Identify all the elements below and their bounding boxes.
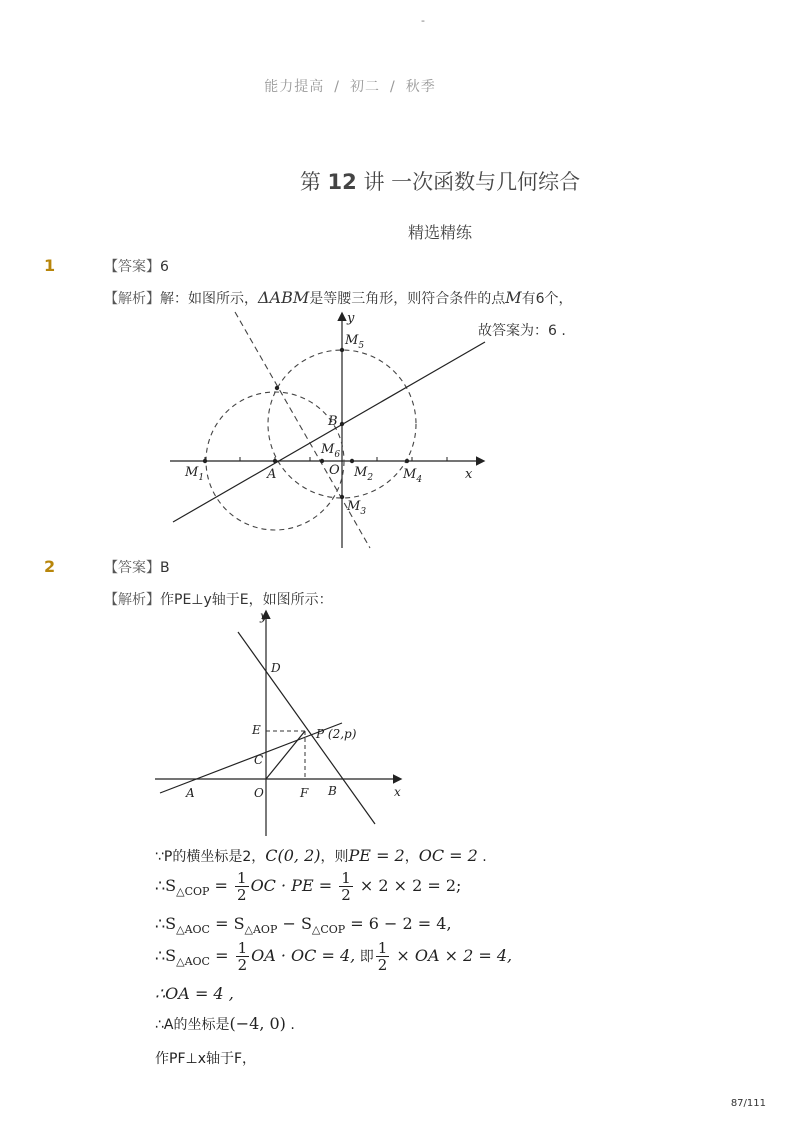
label-d: D <box>271 661 281 675</box>
q1-figure <box>165 308 495 553</box>
segment-op <box>266 731 305 779</box>
step-text: ， <box>404 849 419 865</box>
fraction <box>235 870 249 903</box>
step-text: 作PF⊥x轴于F， <box>155 1051 257 1067</box>
step-subscript: △AOC <box>176 923 210 937</box>
step-text: ∵P的横坐标是2， <box>155 849 266 865</box>
label-x: x <box>394 785 401 799</box>
label-o: O <box>254 786 264 800</box>
step-math: = 6 − 2 = 4, <box>345 914 452 933</box>
step-3 <box>155 914 452 936</box>
analysis-math: ΔABM <box>258 288 310 307</box>
fraction <box>376 940 390 973</box>
line-ab <box>173 342 485 522</box>
q2-figure <box>150 606 410 838</box>
step-subscript: △COP <box>311 923 346 937</box>
label-m2: $M_2$ <box>354 465 374 483</box>
q2-answer <box>104 557 170 577</box>
label-b: B <box>328 784 337 798</box>
step-math: × 2 × 2 = 2; <box>354 876 462 895</box>
step-math: ∴S <box>155 876 177 895</box>
label-f: F <box>300 786 309 800</box>
fraction-numerator: 1 <box>341 869 351 887</box>
question-number-1: 1 <box>44 256 56 275</box>
label-m1: $M_1$ <box>185 465 205 483</box>
title-prefix: 第 <box>299 170 321 194</box>
step-2 <box>155 870 461 903</box>
step-text: ，则 <box>320 849 349 865</box>
fraction <box>339 870 353 903</box>
header-grade: 初二 <box>350 79 380 95</box>
step-subscript: △COP <box>176 885 210 899</box>
step-math: ∴OA = 4 , <box>155 984 234 1003</box>
label-b: B <box>328 414 338 429</box>
step-5 <box>155 984 234 1003</box>
fraction-denominator: 2 <box>341 886 351 904</box>
step-text: . <box>477 849 487 865</box>
top-mark: - <box>421 14 425 27</box>
analysis-text: 有6个， <box>521 291 573 307</box>
title-number: 12 <box>327 170 357 194</box>
step-math: C(0, 2) <box>265 846 321 865</box>
step-4 <box>155 940 512 973</box>
answer-value: B <box>160 560 170 576</box>
answer-tag: 【答案】 <box>104 560 160 576</box>
fraction-numerator: 1 <box>377 939 388 957</box>
header-season: 秋季 <box>405 79 436 95</box>
title-suffix: 讲 一次函数与几何综合 <box>363 170 581 194</box>
header-separator: / <box>390 79 396 95</box>
header-grade-level: 能力提高 <box>264 79 325 95</box>
label-m5: $M_5$ <box>345 333 365 351</box>
header-separator: / <box>334 79 340 95</box>
fraction-numerator: 1 <box>237 869 247 887</box>
label-m4: $M_4$ <box>403 467 423 485</box>
step-6 <box>155 1014 295 1034</box>
label-m3: $M_3$ <box>347 499 367 517</box>
analysis-tag: 【解析】 <box>104 291 160 307</box>
step-math: ∴S <box>155 914 177 933</box>
q1-analysis <box>104 288 573 308</box>
step-text: ∴A的坐标是 <box>155 1017 230 1033</box>
step-math: = S <box>209 914 245 933</box>
label-p: P (2,p) <box>316 727 357 741</box>
label-y: y <box>347 311 355 326</box>
step-subscript: △AOC <box>176 955 210 969</box>
label-x: x <box>465 467 473 482</box>
q1-conclusion: 故答案为：6 . <box>478 323 566 339</box>
label-m6: $M_6$ <box>321 442 341 460</box>
step-math: − S <box>277 914 312 933</box>
label-o: O <box>329 463 340 478</box>
fraction-numerator: 1 <box>237 939 248 957</box>
fraction <box>236 940 250 973</box>
step-math: OA · OC = 4, <box>251 946 356 965</box>
page-header <box>0 76 700 96</box>
step-math: = <box>209 946 234 965</box>
step-1 <box>155 846 487 866</box>
step-subscript: △AOP <box>244 923 278 937</box>
step-math: ∴S <box>155 946 177 965</box>
step-math: = <box>209 876 234 895</box>
step-7 <box>155 1048 256 1068</box>
analysis-tag: 【解析】 <box>104 592 160 608</box>
step-math: PE = 2 <box>348 846 405 865</box>
analysis-math: M <box>505 288 522 307</box>
step-math: (−4, 0) <box>229 1014 286 1033</box>
page-number: 87/111 <box>730 1098 766 1109</box>
analysis-text: 是等腰三角形，则符合条件的点 <box>309 291 506 307</box>
answer-value: 6 <box>160 259 169 275</box>
question-number-2: 2 <box>44 557 56 576</box>
answer-tag: 【答案】 <box>104 259 160 275</box>
step-math: OC · PE = <box>250 876 338 895</box>
q1-answer <box>104 256 169 276</box>
label-y: y <box>260 609 267 623</box>
analysis-text: 解：如图所示， <box>160 291 258 307</box>
step-text: 即 <box>355 949 374 965</box>
step-text: . <box>285 1017 295 1033</box>
fraction-denominator: 2 <box>237 956 248 974</box>
step-math: OC = 2 <box>418 846 478 865</box>
label-e: E <box>252 723 261 737</box>
line-ac <box>160 723 342 793</box>
step-math: × OA × 2 = 4, <box>391 946 513 965</box>
label-a: A <box>267 467 277 482</box>
label-a: A <box>186 786 195 800</box>
analysis-text: 作PE⊥y轴于E，如图所示： <box>160 592 333 608</box>
fraction-denominator: 2 <box>377 956 388 974</box>
section-subtitle: 精选精练 <box>407 223 472 242</box>
lesson-title <box>0 166 800 196</box>
fraction-denominator: 2 <box>237 886 247 904</box>
label-c: C <box>254 753 264 767</box>
